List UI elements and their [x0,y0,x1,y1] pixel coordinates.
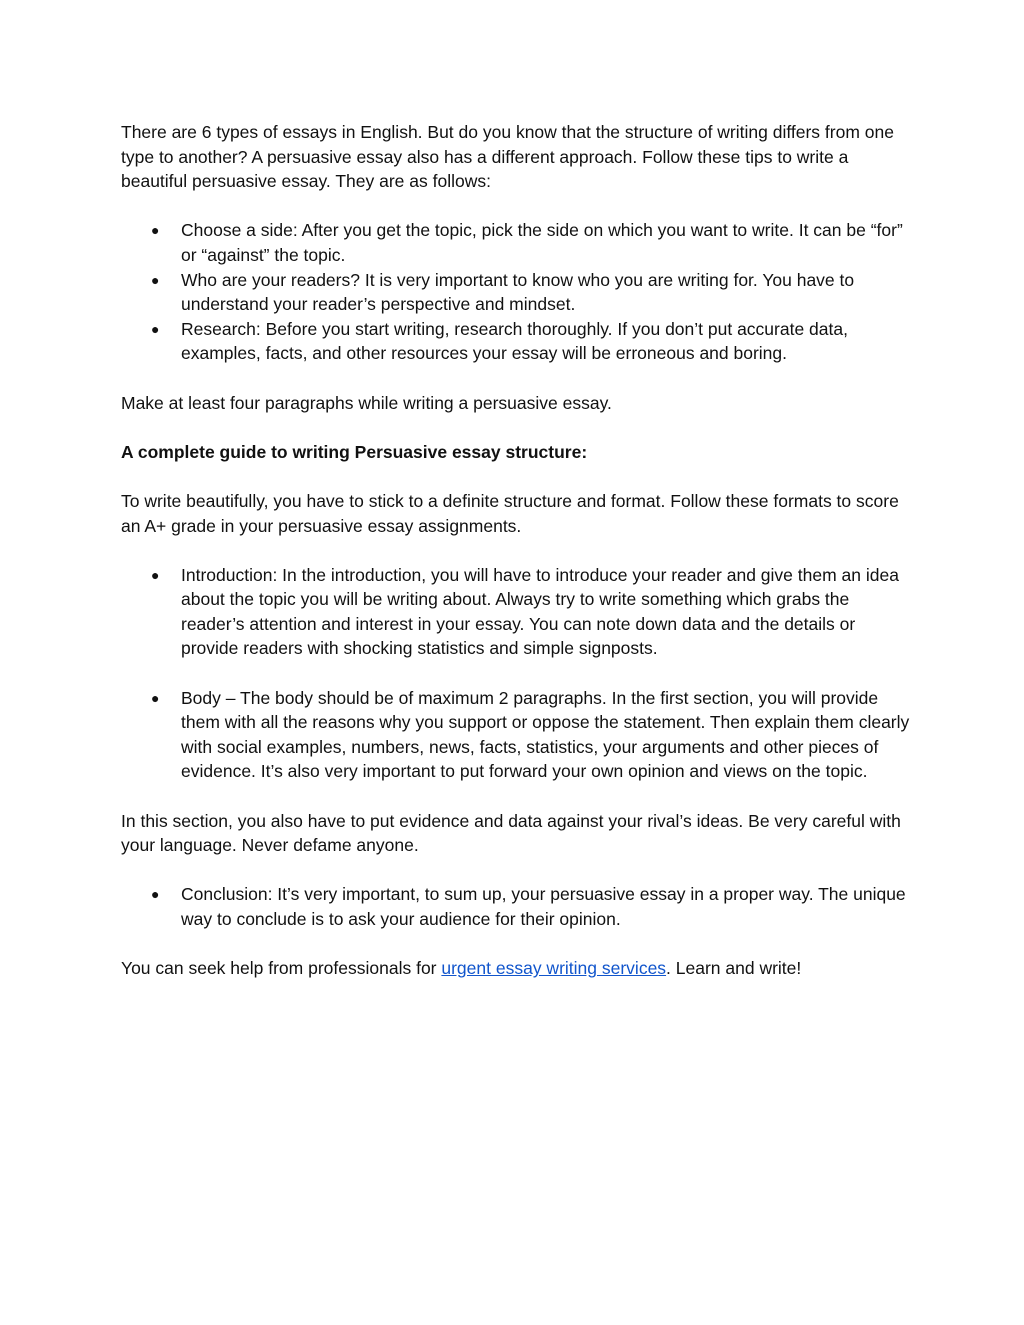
list-item [121,317,911,366]
spacer [121,661,911,686]
spacer [121,784,911,809]
spacer [121,464,911,489]
guide-heading: A complete guide to writing Persuasive essay structure: [121,441,588,462]
spacer [121,415,911,440]
structure-list [121,686,911,784]
bullet-icon: ● [151,566,160,583]
closing-text-before: You can seek help from professionals for [121,958,442,979]
bullet-icon: ● [151,886,160,903]
structure-list [121,563,911,661]
list-item-text: Choose a side: After you get the topic, pick the side on which you want to write. It can be “for” or “against” the topic. [181,220,903,265]
list-item [121,686,911,784]
list-item-text: Introduction: In the introduction, you will have to introduce your reader and give them an idea about the topic you will be writing about. Always try to write something which grabs the reader’s attention and interest in your essay. You can note down data and the details or provide readers with shocking statistics and simple signposts. [181,564,899,659]
intro-paragraph: There are 6 types of essays in English. But do you know that the structure of writing differs from one type to another? A persuasive essay also has a different approach. Follow these tips to write a beautiful persuasive essay. They are as follows: [121,122,894,192]
bullet-icon: ● [151,689,160,706]
spacer [121,366,911,391]
paragraph-count-note: Make at least four paragraphs while writing a persuasive essay. [121,392,612,413]
spacer [121,932,911,957]
document-page [121,120,911,981]
structure-intro-paragraph: To write beautifully, you have to stick to a definite structure and format. Follow these formats to score an A+ grade in your persuasive essay assignments. [121,490,899,536]
spacer [121,538,911,563]
list-item [121,563,911,661]
bullet-icon: ● [151,222,160,239]
list-item-text: Conclusion: It’s very important, to sum up, your persuasive essay in a proper way. The unique way to conclude is to ask your audience for their opinion. [181,884,906,929]
conclusion-list [121,882,911,931]
list-item-text: Research: Before you start writing, research thoroughly. If you don’t put accurate data, examples, facts, and other resources your essay will be erroneous and boring. [181,318,848,364]
spacer [121,194,911,219]
list-item [121,268,911,317]
bullet-icon: ● [151,320,160,337]
list-item-text: Who are your readers? It is very important to know who you are writing for. You have to understand your reader’s perspective and mindset. [181,269,855,315]
closing-paragraph [121,956,911,981]
list-item-text: Body – The body should be of maximum 2 paragraphs. In the first section, you will provide them with all the reasons why you support or oppose the statement. Then explain them clearly with social examples, numbers, news, facts, statistics, your arguments and other pieces of evidence. It’s also very important to put forward your own opinion and views on the topic. [181,687,910,782]
bullet-icon: ● [151,271,160,288]
urgent-essay-services-link[interactable]: urgent essay writing services [441,958,667,979]
list-item [121,882,911,931]
list-item [121,218,911,267]
closing-text-after: . Learn and write! [666,958,802,979]
tips-list [121,218,911,366]
evidence-paragraph: In this section, you also have to put evidence and data against your rival’s ideas. Be very careful with your language. Never defame anyone. [121,810,901,856]
spacer [121,858,911,883]
